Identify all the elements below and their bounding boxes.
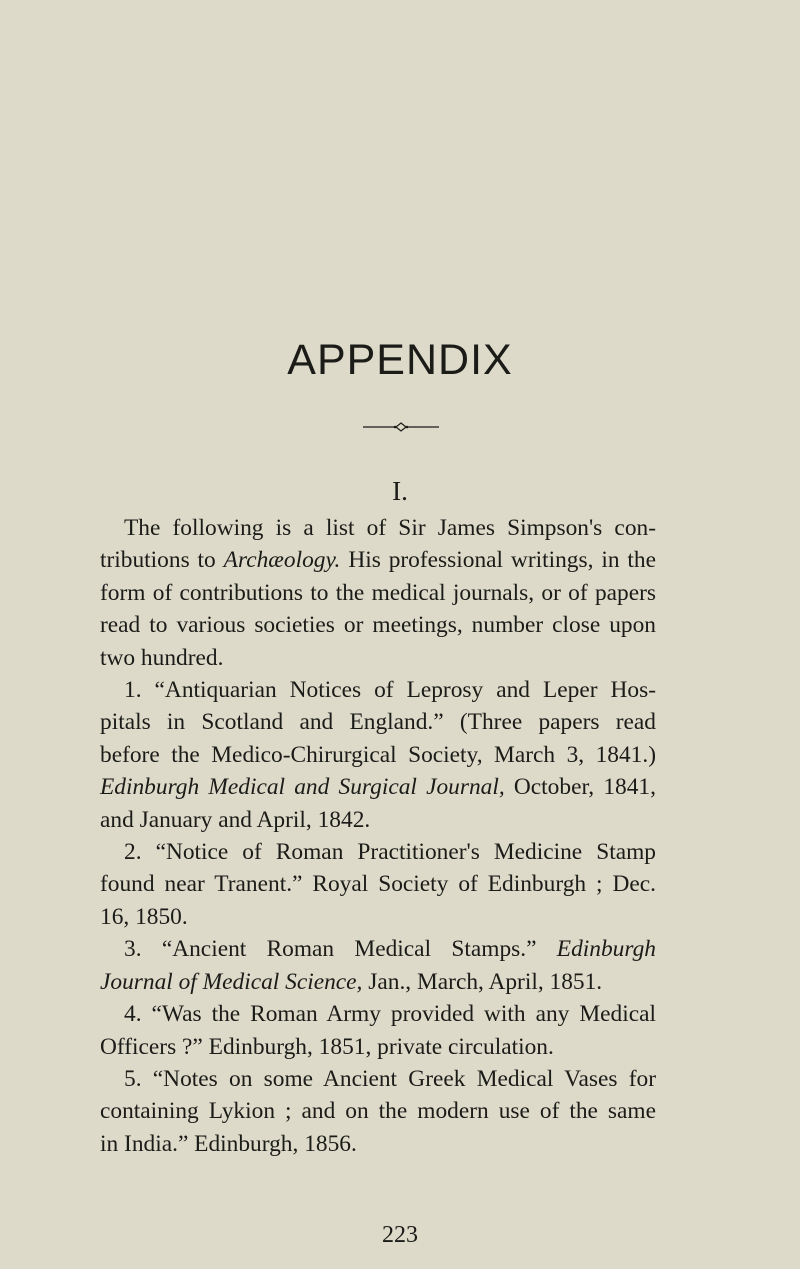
text-span-italic: Edinburgh Medical and Surgical Journal,	[100, 774, 505, 801]
text-span: October, 1841,	[513, 774, 656, 801]
text-span: 3. “Ancient Roman Medical Stamps.”	[124, 936, 537, 963]
text-span-italic: Archæology.	[223, 547, 341, 574]
text-line: form of contributions to the medical journals, or of papers	[100, 579, 656, 606]
text-line: read to various societies or meetings, number close upon	[100, 612, 656, 639]
text-line	[100, 933, 656, 965]
text-span-italic: Journal of Medical Science,	[100, 968, 363, 995]
page-number: 223	[382, 1222, 418, 1248]
text-line: pitals in Scotland and England.” (Three papers read	[100, 709, 656, 736]
text-line: 4. “Was the Roman Army provided with any Medical	[124, 1001, 656, 1028]
text-line: two hundred.	[100, 644, 224, 671]
text-line: before the Medico-Chirurgical Society, March 3, 1841.)	[100, 741, 656, 768]
text-span-italic: Edinburgh	[556, 936, 656, 963]
section-number: I.	[392, 476, 408, 506]
text-line: The following is a list of Sir James Simpson's con-	[124, 515, 656, 541]
text-line: and January and April, 1842.	[100, 806, 371, 833]
text-line: 16, 1850.	[100, 903, 188, 930]
ornamental-rule	[361, 422, 441, 432]
text-line: 5. “Notes on some Ancient Greek Medical Vases for	[124, 1065, 656, 1092]
text-span: Jan., March, April, 1851.	[368, 968, 603, 995]
text-line: found near Tranent.” Royal Society of Edinburgh ; Dec.	[100, 871, 656, 898]
text-span: His professional writings, in the	[348, 547, 656, 574]
page-title: APPENDIX	[287, 336, 513, 384]
text-line: containing Lykion ; and on the modern use of the same	[100, 1098, 656, 1125]
text-line	[100, 771, 656, 803]
text-line: 1. “Antiquarian Notices of Leprosy and Leper Hos-	[124, 677, 656, 704]
text-span: tributions to	[100, 547, 216, 574]
text-line: 2. “Notice of Roman Practitioner's Medicine Stamp	[124, 839, 656, 866]
appendix-text	[100, 512, 656, 1160]
text-line: Officers ?” Edinburgh, 1851, private circulation.	[100, 1033, 554, 1060]
text-line	[100, 544, 656, 576]
text-line: in India.” Edinburgh, 1856.	[100, 1130, 357, 1157]
text-line	[100, 966, 656, 998]
